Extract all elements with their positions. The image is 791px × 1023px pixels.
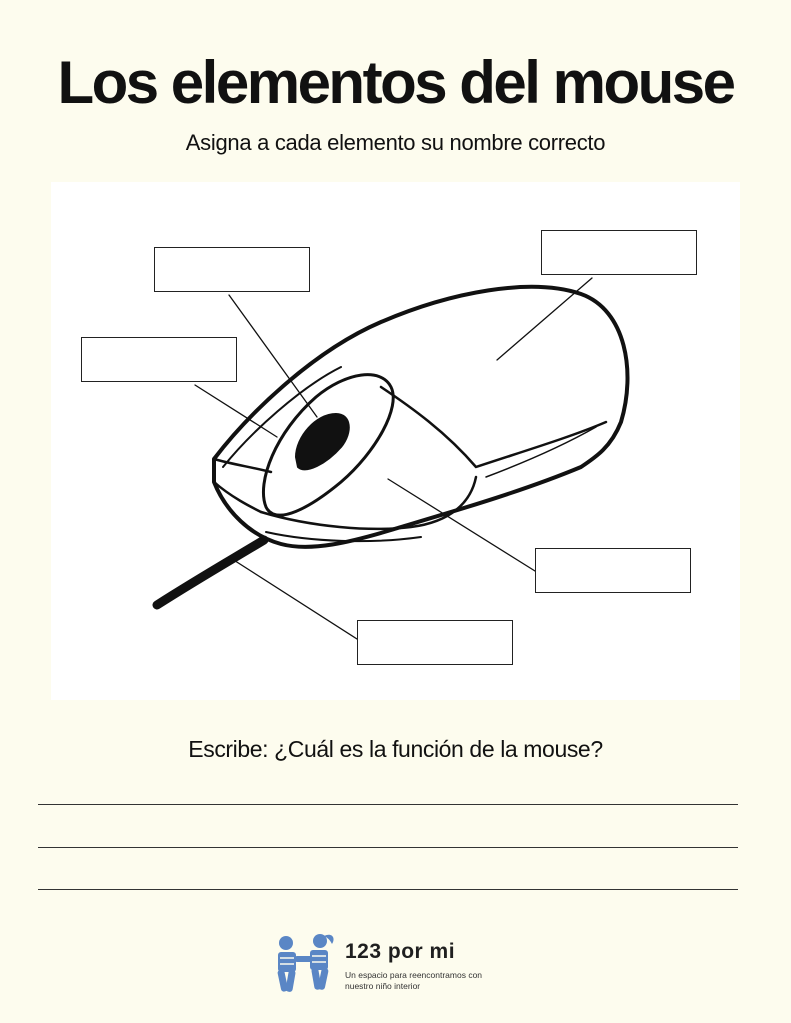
label-box-left-button[interactable] <box>81 337 237 382</box>
label-box-cable[interactable] <box>357 620 513 665</box>
page-title: Los elementos del mouse <box>57 49 734 116</box>
mouse-body <box>214 287 628 547</box>
mouse-cable <box>157 540 264 605</box>
label-box-scroll-wheel[interactable] <box>154 247 310 292</box>
scroll-wheel <box>296 414 349 469</box>
page-subtitle: Asigna a cada elemento su nombre correcto <box>185 130 606 155</box>
question-prompt: Escribe: ¿Cuál es la función de la mouse? <box>188 736 603 762</box>
label-box-right-button[interactable] <box>535 548 691 593</box>
kids-logo-icon <box>272 930 340 996</box>
brand-tagline: Un espacio para reencontramos con nuestro niño interior <box>345 970 483 991</box>
brand-name: 123 por mi <box>345 940 456 963</box>
answer-line-1[interactable] <box>38 804 738 805</box>
footer-brand <box>270 930 510 996</box>
label-box-body[interactable] <box>541 230 697 275</box>
answer-line-2[interactable] <box>38 847 738 848</box>
mouse-diagram <box>51 182 740 700</box>
answer-line-3[interactable] <box>38 889 738 890</box>
